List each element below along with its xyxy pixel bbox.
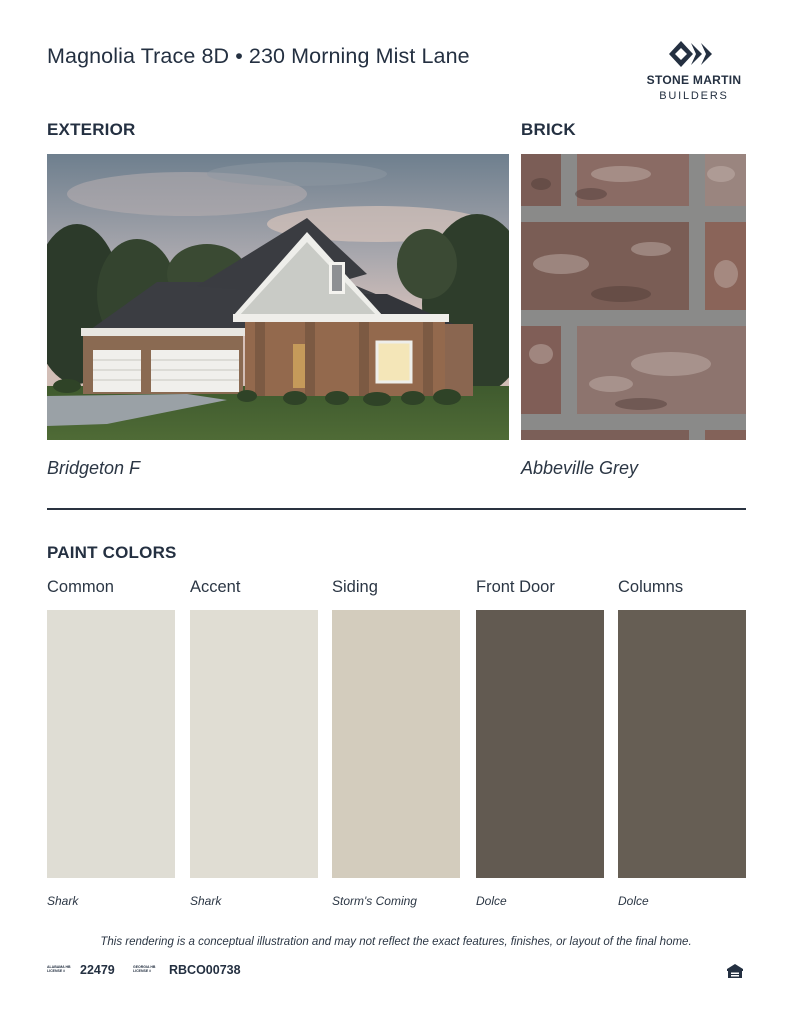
- paint-swatch-columns: [618, 610, 746, 878]
- paint-swatch-front-door: [476, 610, 604, 878]
- paint-colors-heading: PAINT COLORS: [47, 543, 177, 562]
- exterior-rendering-image: [47, 154, 509, 440]
- paint-swatch-accent: [190, 610, 318, 878]
- disclaimer-text: This rendering is a conceptual illustration and may not reflect the exact features, finishes, or layout of the final home.: [100, 936, 692, 948]
- paint-name-columns: Dolce: [618, 894, 649, 908]
- paint-name-siding: Storm's Coming: [332, 894, 417, 908]
- license-label: GEORGIA HB LICENSE #: [133, 965, 156, 973]
- paint-name-accent: Shark: [190, 894, 222, 908]
- paint-label-columns: Columns: [618, 578, 684, 596]
- section-divider: [47, 508, 746, 510]
- license-number: RBCO00738: [169, 963, 241, 977]
- logo-subtitle: BUILDERS: [659, 90, 729, 102]
- license-number: 22479: [80, 963, 115, 977]
- paint-name-front-door: Dolce: [476, 894, 507, 908]
- paint-swatch-common: [47, 610, 175, 878]
- logo-name: STONE MARTIN: [646, 73, 742, 87]
- exterior-plan-name: Bridgeton F: [47, 458, 141, 478]
- paint-label-accent: Accent: [190, 578, 241, 596]
- brick-sample-image: [521, 154, 746, 440]
- brick-name: Abbeville Grey: [521, 458, 639, 478]
- paint-label-common: Common: [47, 578, 114, 596]
- company-logo: [636, 40, 752, 108]
- alabama-license: [47, 963, 127, 981]
- brick-heading: BRICK: [521, 120, 576, 139]
- georgia-license: [133, 963, 253, 981]
- license-label: ALABAMA HB LICENSE #: [47, 965, 71, 973]
- paint-label-front-door: Front Door: [476, 578, 555, 596]
- paint-name-common: Shark: [47, 894, 79, 908]
- paint-label-siding: Siding: [332, 578, 378, 596]
- stone-martin-logo-icon: [668, 40, 720, 68]
- exterior-heading: EXTERIOR: [47, 120, 136, 139]
- paint-swatch-siding: [332, 610, 460, 878]
- page-title: Magnolia Trace 8D • 230 Morning Mist Lane: [47, 44, 470, 68]
- equal-housing-icon: [726, 963, 744, 979]
